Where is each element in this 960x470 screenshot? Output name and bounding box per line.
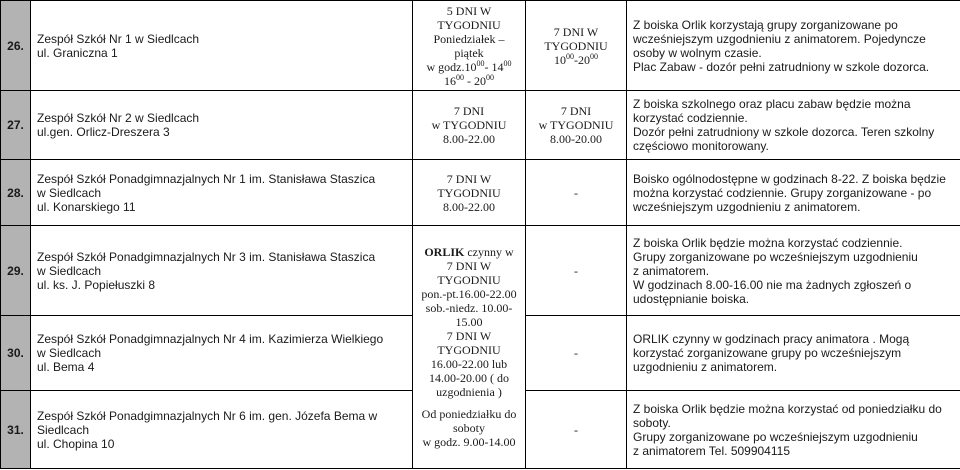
school-name-cell [31,391,413,469]
hours-line: 7 DNI W [553,24,599,39]
school-name-cell [31,226,413,316]
school-line: Zespół Szkół Nr 1 w Siedlcach [37,31,200,46]
school-line: ul. Chopina 10 [37,436,115,451]
row-number: 29. [1,226,31,316]
note-line: ORLIK czynny w godzinach pracy animatora . Mogą [633,332,910,346]
school-line: ul.gen. Orlicz-Dreszera 3 [37,125,170,139]
notes-cell [627,160,960,226]
notes-cell [627,91,960,160]
note-line: osoby w wolnym czasie. [633,45,762,60]
note-line: uzgodnieniu z animatorem. [633,360,778,374]
school-line: Zespół Szkół Ponadgimnazjalnych Nr 4 im. Kazimierza Wielkiego [37,332,384,346]
hours-line: sob.-niedz. 10.00- [425,301,513,315]
hours-line: 15.00 [455,315,483,329]
notes-cell [627,226,960,316]
weekend-hours-cell: - [526,226,627,316]
note-line: korzystać zorganizowane grupy po wcześniejszym [633,346,902,360]
hours-line: soboty [452,421,485,435]
hours-line: uzgodnienia ) [436,385,502,399]
table-row [1,91,960,160]
hours-time: $10^{00}-20^{00}$ [554,51,598,67]
row-number: 30. [1,316,31,391]
hours-time: w $godz.10^{00}-$ $14^{00}$ [426,58,512,74]
hours-line: ORLIK czynny w [424,245,514,259]
school-line: w Siedlcach [37,346,102,360]
weekday-hours-cell [413,1,526,91]
school-line: ul. Bema 4 [37,360,95,374]
school-line: Zespół Szkół Ponadgimnazjalnych Nr 3 im. Stanisława Staszica [37,249,376,264]
hours-line: 8.00-22.00 [443,132,495,146]
merged-weekday-hours-cell [413,226,526,469]
note-line: Grupy zorganizowane po wcześniejszym uzgodnieniu [633,249,918,264]
school-line: ul. Konarskiego 11 [37,199,136,214]
hours-line: TYGODNIU [437,273,501,287]
orlik-label: ORLIK [424,245,465,259]
table-row [1,160,960,226]
note-line: soboty. [633,415,671,430]
row-number: 31. [1,391,31,469]
note-line: korzystać codziennie. [633,111,748,125]
school-name-cell [31,91,413,160]
hours-line: Poniedziałek – [433,31,505,46]
school-line: ul. ks. J. Popiełuszki 8 [37,277,156,292]
table-row [1,1,960,91]
note-line: można korzystać codziennie. Grupy zorganizowane - po [633,185,932,200]
hours-line: 7 DNI [453,104,485,118]
weekend-hours-cell: - [526,316,627,391]
hours-line: w TYGODNIU [431,118,507,132]
school-name-cell [31,316,413,391]
hours-line: pon.-pt.16.00-22.00 [421,287,517,301]
note-line: z animatorem Tel. 509904115 [633,443,790,458]
weekday-hours-cell [413,91,526,160]
note-line: Grupy zorganizowane po wcześniejszym uzgodnieniu [633,429,918,444]
notes-cell [627,391,960,469]
row-number: 26. [1,1,31,91]
table-row [1,226,960,316]
hours-line: w godz. 9.00-14.00 [422,435,516,449]
school-line: Siedlcach [37,422,90,437]
hours-line: 14.00-20.00 ( do [429,371,509,385]
hours-line: 7 DNI [560,104,592,118]
row-number: 27. [1,91,31,160]
notes-cell [627,316,960,391]
hours-line: 8.00-22.00 [443,199,495,214]
note-line: Dozór pełni zatrudniony w szkole dozorca. Teren szkolny [633,125,935,139]
row-number: 28. [1,160,31,226]
note-line: Plac Zabaw - dozór pełni zatrudniony w szkole dozorca. [633,59,930,74]
school-name-cell [31,1,413,91]
note-line: wcześniejszym uzgodnieniu z animatorem. [633,199,861,214]
school-line: Zespół Szkół Nr 2 w Siedlcach [37,111,200,125]
note-line: wcześniejszym uzgodnieniu z animatorem. Pojedyncze [633,31,926,46]
hours-time: $16^{00} - 20^{00}$ [444,72,494,88]
note-line: Z boiska Orlik korzystają grupy zorganizowane po [633,17,898,32]
note-line: Z boiska Orlik będzie można korzystać od poniedziałku do [633,401,942,416]
note-line: częściowo monitorowany. [633,139,769,153]
hours-line: TYGODNIU [437,185,501,200]
school-line: ul. Graniczna 1 [37,45,118,60]
hours-line: TYGODNIU [437,17,501,32]
note-line: udostępnianie boiska. [633,291,750,306]
hours-line: TYGODNIU [544,38,608,53]
hours-line: 7 DNI W [446,259,492,273]
school-line: w Siedlcach [37,263,102,278]
notes-cell [627,1,960,91]
hours-line: 5 DNI W [446,3,492,18]
school-line: w Siedlcach [37,185,102,200]
hours-line: w TYGODNIU [538,118,614,132]
weekday-hours-cell [413,160,526,226]
weekend-hours-cell [526,1,627,91]
weekend-hours-cell: - [526,391,627,469]
note-line: Z boiska szkolnego oraz placu zabaw będzie można [633,97,911,111]
hours-line: 7 DNI W [446,171,492,186]
weekend-hours-cell [526,91,627,160]
note-line: z animatorem. [633,263,710,278]
hours-line: 8.00-20.00 [550,132,602,146]
hours-line: 7 DNI W [446,329,492,343]
school-line: Zespół Szkół Ponadgimnazjalnych Nr 1 im. Stanisława Staszica [37,171,376,186]
hours-line: piątek [454,45,484,60]
hours-line: TYGODNIU [437,343,501,357]
note-line: Z boiska Orlik będzie można korzystać codziennie. [633,235,903,250]
school-line: Zespół Szkół Ponadgimnazjalnych Nr 6 im. gen. Józefa Bema w [37,408,378,423]
note-line: W godzinach 8.00-16.00 nie ma żadnych zgłoszeń o [633,277,912,292]
school-name-cell [31,160,413,226]
hours-spacer [417,399,521,407]
hours-line: Od poniedziałku do [421,407,517,421]
hours-line: 16.00-22.00 lub [430,357,508,371]
weekend-hours-cell: - [526,160,627,226]
note-line: Boisko ogólnodostępne w godzinach 8-22. Z boiska będzie [633,171,946,186]
